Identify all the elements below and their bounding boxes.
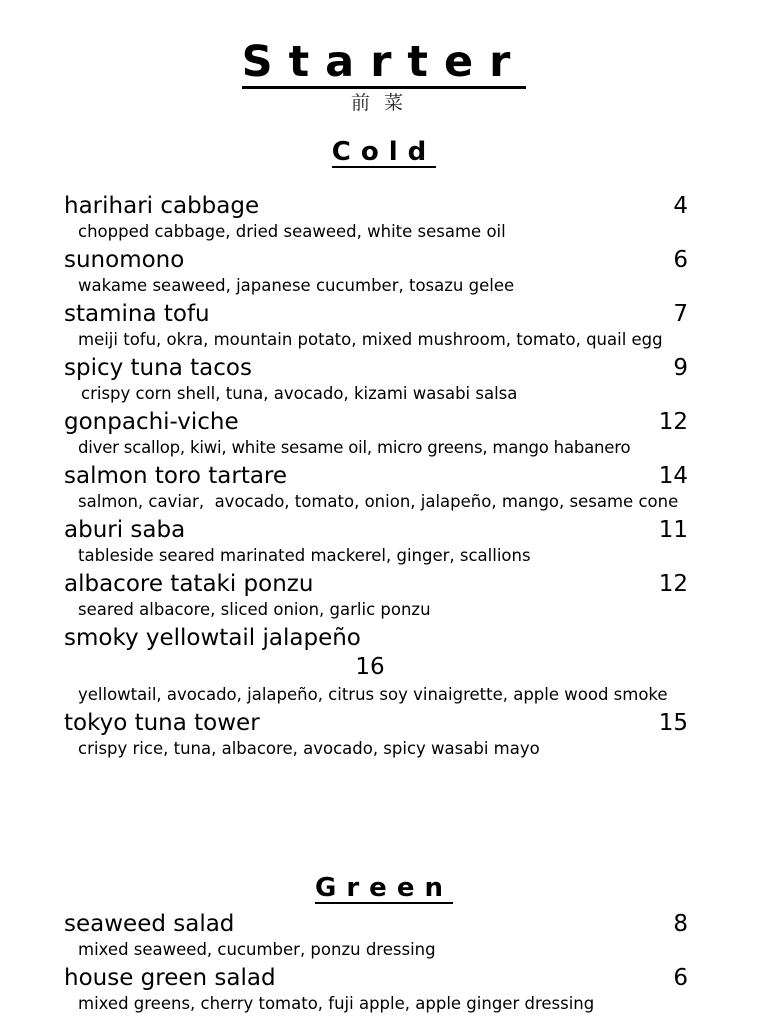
page-title (0, 38, 768, 89)
section-heading-cold (0, 138, 768, 168)
item-price: 6 (673, 965, 688, 991)
item-description: meiji tofu, okra, mountain potato, mixed mushroom, tomato, quail egg (78, 330, 663, 349)
menu-item (64, 300, 688, 354)
menu-item (64, 964, 688, 1018)
item-price: 14 (658, 463, 688, 489)
item-price: 11 (658, 517, 688, 543)
item-name: house green salad (64, 965, 276, 991)
item-price: 8 (673, 911, 688, 937)
page-subtitle: 前菜 (350, 92, 417, 114)
menu-list-cold (64, 192, 688, 763)
item-price: 4 (673, 193, 688, 219)
menu-item (64, 192, 688, 246)
item-description: chopped cabbage, dried seaweed, white sesame oil (78, 222, 506, 241)
menu-item (64, 354, 688, 408)
section-heading-text: Cold (331, 137, 437, 167)
menu-item (64, 462, 688, 516)
item-name: gonpachi-viche (64, 409, 239, 435)
item-description: yellowtail, avocado, jalapeño, citrus soy vinaigrette, apple wood smoke (78, 685, 668, 704)
menu-item (64, 570, 688, 624)
item-description: tableside seared marinated mackerel, ginger, scallions (78, 546, 531, 565)
menu-item (64, 624, 688, 709)
item-price: 16 (355, 654, 385, 680)
item-description: mixed greens, cherry tomato, fuji apple, apple ginger dressing (78, 994, 595, 1013)
menu-item (64, 516, 688, 570)
item-name: stamina tofu (64, 301, 210, 327)
item-description: salmon, caviar, avocado, tomato, onion, jalapeño, mango, sesame cone (78, 492, 679, 511)
item-price: 12 (658, 571, 688, 597)
item-name: smoky yellowtail jalapeño (64, 625, 361, 651)
item-name: salmon toro tartare (64, 463, 288, 489)
item-price: 15 (658, 710, 688, 736)
item-name: spicy tuna tacos (64, 355, 252, 381)
item-description: crispy rice, tuna, albacore, avocado, spicy wasabi mayo (78, 739, 540, 758)
item-description: mixed seaweed, cucumber, ponzu dressing (78, 940, 436, 959)
item-description: crispy corn shell, tuna, avocado, kizami wasabi salsa (81, 384, 518, 403)
section-heading-text: Green (315, 873, 453, 903)
menu-list-green (64, 910, 688, 1018)
menu-item (64, 910, 688, 964)
item-name: seaweed salad (64, 911, 235, 937)
item-name: aburi saba (64, 517, 186, 543)
menu-item (64, 246, 688, 300)
item-price: 9 (673, 355, 688, 381)
item-price: 12 (658, 409, 688, 435)
item-description: seared albacore, sliced onion, garlic ponzu (78, 600, 431, 619)
item-name: tokyo tuna tower (64, 710, 260, 736)
page-title-text: Starter (241, 37, 527, 87)
menu-item (64, 709, 688, 763)
item-price: 7 (673, 301, 688, 327)
item-name: harihari cabbage (64, 193, 260, 219)
section-heading-green (0, 874, 768, 904)
item-description: wakame seaweed, japanese cucumber, tosazu gelee (78, 276, 515, 295)
item-description: diver scallop, kiwi, white sesame oil, micro greens, mango habanero (78, 438, 631, 457)
menu-item (64, 408, 688, 462)
item-name: albacore tataki ponzu (64, 571, 314, 597)
item-name: sunomono (64, 247, 185, 273)
item-price: 6 (673, 247, 688, 273)
